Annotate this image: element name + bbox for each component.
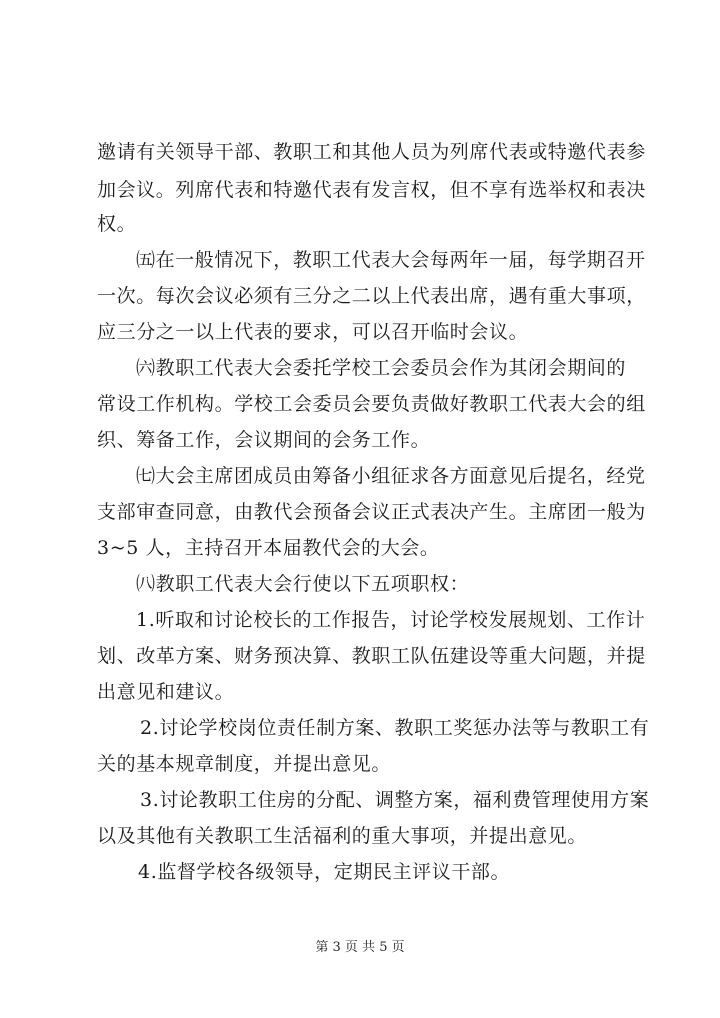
text-line: ㈥教职工代表大会委托学校工会委员会作为其闭会期间的	[136, 357, 627, 379]
page-number: 第 3 页 共 5 页	[315, 940, 405, 955]
text-line: 支部审查同意，由教代会预备会议正式表决产生。主席团一般为	[97, 501, 646, 523]
text-line: 出意见和建议。	[97, 681, 235, 703]
text-line: 关的基本规章制度，并提出意见。	[97, 753, 392, 775]
text-line: ㈧教职工代表大会行使以下五项职权：	[136, 573, 470, 595]
text-line: 2.讨论学校岗位责任制方案、教职工奖惩办法等与教职工有	[140, 717, 650, 739]
text-line: 划、改革方案、财务预决算、教职工队伍建设等重大问题，并提	[97, 645, 646, 667]
text-line: 一次。每次会议必须有三分之二以上代表出席，遇有重大事项，	[97, 285, 646, 307]
text-line: ㈦大会主席团成员由筹备小组征求各方面意见后提名，经党	[136, 465, 646, 487]
text-line: 权。	[97, 213, 137, 235]
text-line: ㈤在一般情况下，教职工代表大会每两年一届，每学期召开	[136, 249, 646, 271]
text-line: 应三分之一以上代表的要求，可以召开临时会议。	[97, 321, 529, 343]
text-line: 1.听取和讨论校长的工作报告，讨论学校发展规划、工作计	[136, 609, 646, 631]
text-line: 织、筹备工作，会议期间的会务工作。	[97, 429, 431, 451]
text-line: 常设工作机构。学校工会委员会要负责做好教职工代表大会的组	[97, 393, 646, 415]
text-line: 邀请有关领导干部、教职工和其他人员为列席代表或特邀代表参	[97, 141, 646, 163]
text-line: 以及其他有关教职工生活福利的重大事项，并提出意见。	[97, 825, 588, 847]
text-line: 3~5 人，主持召开本届教代会的大会。	[97, 537, 440, 559]
text-line: 加会议。列席代表和特邀代表有发言权，但不享有选举权和表决	[97, 179, 646, 201]
text-line: 4.监督学校各级领导，定期民主评议干部。	[138, 861, 511, 883]
text-line: 3.讨论教职工住房的分配、调整方案，福利费管理使用方案	[140, 789, 650, 811]
